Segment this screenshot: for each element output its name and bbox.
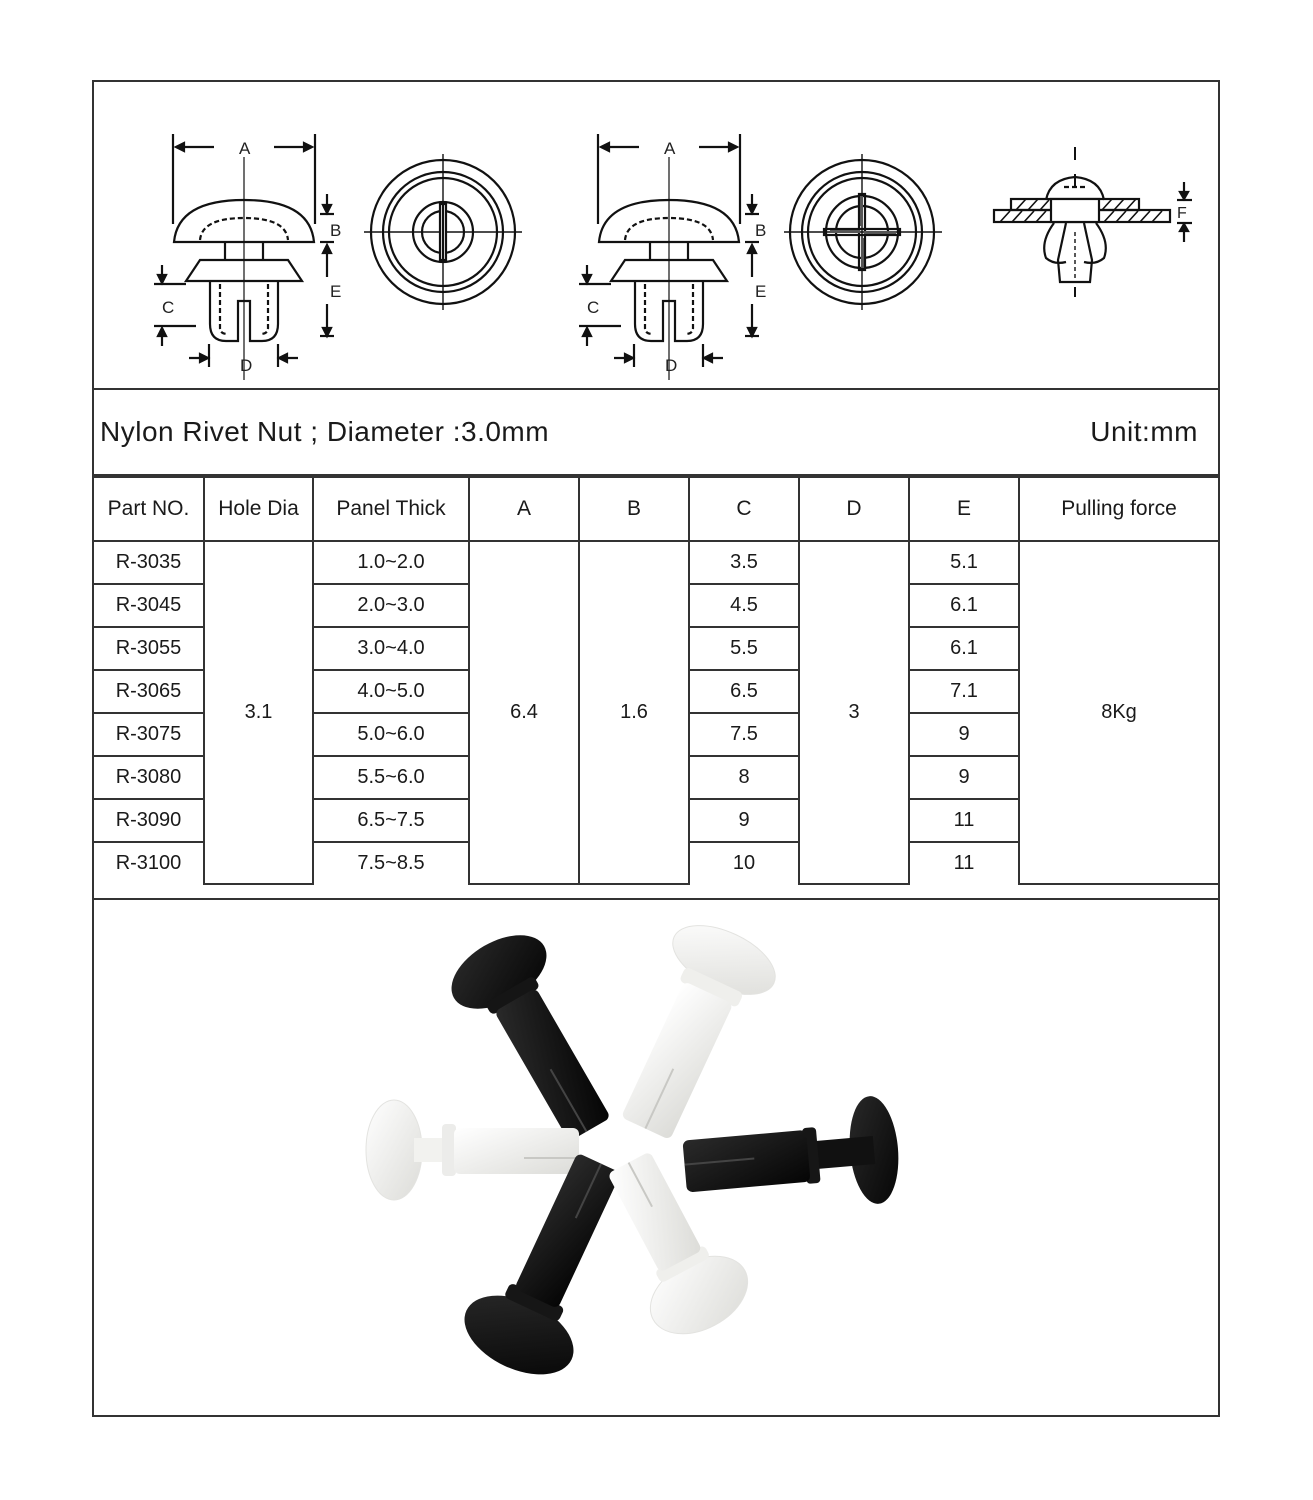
dim-label-e-2: E (755, 282, 767, 301)
header-d: D (799, 477, 909, 541)
part-no: R-3045 (94, 584, 204, 627)
panel-thick: 7.5~8.5 (313, 842, 469, 884)
dim-label-b: B (330, 221, 342, 240)
spec-table (94, 476, 1218, 885)
header-b: B (579, 477, 689, 541)
dim-label-c-2: C (587, 298, 600, 317)
c-value: 8 (689, 756, 799, 799)
product-title: Nylon Rivet Nut ; Diameter :3.0mm (100, 416, 550, 447)
part-no: R-3100 (94, 842, 204, 884)
e-value: 9 (909, 756, 1019, 799)
e-value: 5.1 (909, 541, 1019, 584)
dim-label-a: A (239, 139, 251, 158)
header-a: A (469, 477, 579, 541)
c-value: 5.5 (689, 627, 799, 670)
header-e: E (909, 477, 1019, 541)
rivet-white-2 (366, 1100, 579, 1200)
product-photo (94, 898, 1218, 1417)
c-value: 9 (689, 799, 799, 842)
table-header-row (94, 477, 1218, 541)
rivet-black-1 (439, 920, 635, 1156)
technical-drawings (94, 82, 1218, 390)
panel-thick: 5.5~6.0 (313, 756, 469, 799)
hole-dia-value: 3.1 (204, 541, 313, 884)
header-pulling-force: Pulling force (1019, 477, 1218, 541)
part-no: R-3090 (94, 799, 204, 842)
pulling-force-value: 8Kg (1019, 541, 1218, 884)
rivet-black-2 (680, 1094, 903, 1220)
part-no: R-3080 (94, 756, 204, 799)
dim-label-d: D (240, 356, 253, 375)
dim-label-d-2: D (665, 356, 678, 375)
title-bar (94, 390, 1218, 476)
panel-thick: 1.0~2.0 (313, 541, 469, 584)
panel-thick: 3.0~4.0 (313, 627, 469, 670)
header-hole-dia: Hole Dia (204, 477, 313, 541)
end-view-slotted-drawing (364, 154, 522, 310)
part-no: R-3055 (94, 627, 204, 670)
table-row (94, 541, 1218, 584)
d-value: 3 (799, 541, 909, 884)
c-value: 3.5 (689, 541, 799, 584)
a-value: 6.4 (469, 541, 579, 884)
spec-sheet-frame (92, 80, 1220, 1417)
side-view-cross-drawing (579, 134, 759, 380)
dim-label-f: F (1177, 205, 1187, 222)
part-no: R-3065 (94, 670, 204, 713)
panel-thick: 5.0~6.0 (313, 713, 469, 756)
rivet-white-1 (596, 911, 786, 1151)
end-view-cross-drawing (784, 154, 942, 310)
c-value: 10 (689, 842, 799, 884)
installed-section-drawing (994, 147, 1192, 297)
c-value: 7.5 (689, 713, 799, 756)
c-value: 4.5 (689, 584, 799, 627)
side-view-slotted-drawing (154, 134, 334, 380)
e-value: 11 (909, 799, 1019, 842)
e-value: 9 (909, 713, 1019, 756)
e-value: 11 (909, 842, 1019, 884)
panel-thick: 6.5~7.5 (313, 799, 469, 842)
dim-label-c: C (162, 298, 175, 317)
dim-label-a-2: A (664, 139, 676, 158)
header-panel-thick: Panel Thick (313, 477, 469, 541)
b-value: 1.6 (579, 541, 689, 884)
header-c: C (689, 477, 799, 541)
panel-thick: 4.0~5.0 (313, 670, 469, 713)
dim-label-e: E (330, 282, 342, 301)
header-part-no: Part NO. (94, 477, 204, 541)
e-value: 6.1 (909, 584, 1019, 627)
dim-label-b-2: B (755, 221, 767, 240)
part-no: R-3035 (94, 541, 204, 584)
c-value: 6.5 (689, 670, 799, 713)
part-no: R-3075 (94, 713, 204, 756)
e-value: 6.1 (909, 627, 1019, 670)
panel-thick: 2.0~3.0 (313, 584, 469, 627)
unit-label: Unit:mm (1090, 416, 1198, 447)
e-value: 7.1 (909, 670, 1019, 713)
